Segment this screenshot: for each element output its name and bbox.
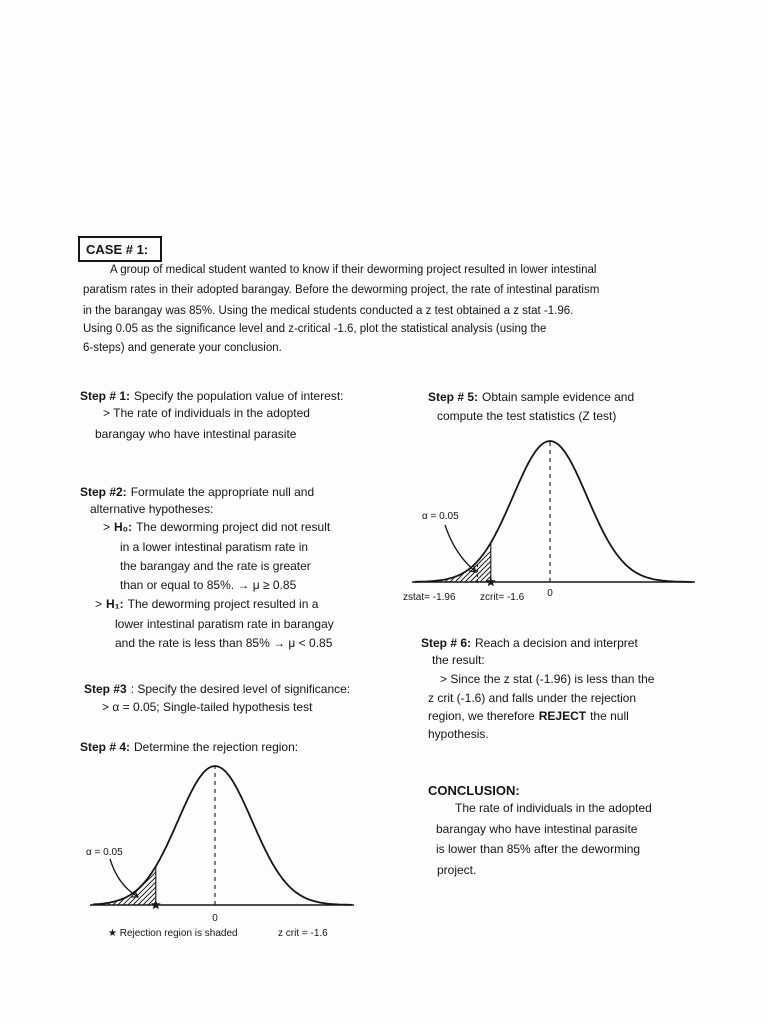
problem-line: paratism rates in their adopted barangay. Before the deworming project, the rate of intestinal paratism <box>83 284 600 296</box>
step5-title: Obtain sample evidence and <box>482 390 635 404</box>
alpha-label: α = 0.05 <box>86 847 123 858</box>
h1-line: and the rate is less than 85% → μ < 0.85 <box>115 636 333 650</box>
step4-heading <box>80 741 298 753</box>
step4-title: Determine the rejection region: <box>134 740 299 754</box>
alpha-arrow <box>445 525 476 572</box>
step2-title-cont: alternative hypotheses: <box>90 502 214 516</box>
bullet: > <box>95 597 103 611</box>
z-crit-label: z crit = -1.6 <box>278 928 328 939</box>
rejection-legend: ★ Rejection region is shaded <box>108 928 238 939</box>
star-icon <box>486 577 496 586</box>
conclusion-line: project. <box>437 863 477 877</box>
decision-text: the null <box>590 709 629 723</box>
null-hypothesis <box>103 521 330 533</box>
hatch-line <box>138 887 156 905</box>
step6-title: Reach a decision and interpret <box>475 636 638 650</box>
step5-title-cont: compute the test statistics (Z test) <box>437 409 617 423</box>
step1-title: Specify the population value of interest: <box>134 389 344 403</box>
step3-label: Step #3 <box>84 682 127 696</box>
step6-heading <box>421 637 638 649</box>
step6-line: the result: <box>432 653 485 667</box>
step2-heading <box>80 486 314 498</box>
h0-line: than or equal to 85%. → μ ≥ 0.85 <box>120 578 297 592</box>
zero-tick-label: 0 <box>212 913 218 924</box>
problem-line: A group of medical student wanted to know if their deworming project resulted in lower intestinal <box>110 264 597 276</box>
problem-line: Using 0.05 as the significance level and z-critical -1.6, plot the statistical analysis (using the <box>83 323 547 335</box>
test-statistic-diagram <box>400 430 700 610</box>
bullet: > <box>103 520 111 534</box>
rejection-region-diagram <box>80 755 370 945</box>
hatch-line <box>460 551 491 582</box>
step2-label: Step #2: <box>80 485 127 499</box>
step6-line: > Since the z stat (-1.96) is less than the <box>440 672 655 686</box>
h0-line: the barangay and the rate is greater <box>120 559 311 573</box>
conclusion-line: is lower than 85% after the deworming <box>436 842 641 856</box>
alpha-arrow <box>110 859 138 897</box>
h1-line: lower intestinal paratism rate in barangay <box>115 617 334 631</box>
h1-label: H₁: <box>106 597 124 611</box>
step4-label: Step # 4: <box>80 740 131 754</box>
alternative-hypothesis <box>95 598 318 610</box>
problem-line: in the barangay was 85%. Using the medical students conducted a z test obtained a z stat -1.96. <box>83 305 574 317</box>
star-icon <box>151 900 161 909</box>
normal-curve <box>93 766 352 905</box>
case-title-box <box>78 236 162 262</box>
conclusion-line: The rate of individuals in the adopted <box>455 801 652 815</box>
step1-line: > The rate of individuals in the adopted <box>103 406 310 420</box>
step1-heading <box>80 390 343 402</box>
h0-label: H₀: <box>114 520 133 534</box>
step3-heading <box>84 683 350 695</box>
step3-line: > α = 0.05; Single-tailed hypothesis test <box>102 700 313 714</box>
step6-line: z crit (-1.6) and falls under the rejection <box>428 691 637 705</box>
step5-heading <box>428 391 634 403</box>
problem-line: 6-steps) and generate your conclusion. <box>83 342 282 354</box>
case-title: CASE # 1: <box>86 242 149 257</box>
step1-line: barangay who have intestinal parasite <box>95 427 297 441</box>
shaded-rejection-region <box>440 551 491 582</box>
step6-label: Step # 6: <box>421 636 472 650</box>
z-stat-label: zstat= -1.96 <box>403 592 456 603</box>
z-crit-label: zcrit= -1.6 <box>480 592 525 603</box>
reject-emphasis: REJECT <box>538 709 587 723</box>
zero-tick-label: 0 <box>547 588 553 599</box>
step2-title: Formulate the appropriate null and <box>130 485 315 499</box>
h0-line: The deworming project did not result <box>136 520 331 534</box>
decision-line <box>428 710 629 722</box>
step5-label: Step # 5: <box>428 390 479 404</box>
h0-line: in a lower intestinal paratism rate in <box>120 540 309 554</box>
step6-line: hypothesis. <box>428 727 489 741</box>
step3-title: : Specify the desired level of significance: <box>130 682 351 696</box>
alpha-label: α = 0.05 <box>422 511 459 522</box>
conclusion-title: CONCLUSION: <box>428 783 520 798</box>
h1-line: The deworming project resulted in a <box>127 597 319 611</box>
conclusion-line: barangay who have intestinal parasite <box>436 822 638 836</box>
step1-label: Step # 1: <box>80 389 131 403</box>
decision-text: region, we therefore <box>428 709 535 723</box>
